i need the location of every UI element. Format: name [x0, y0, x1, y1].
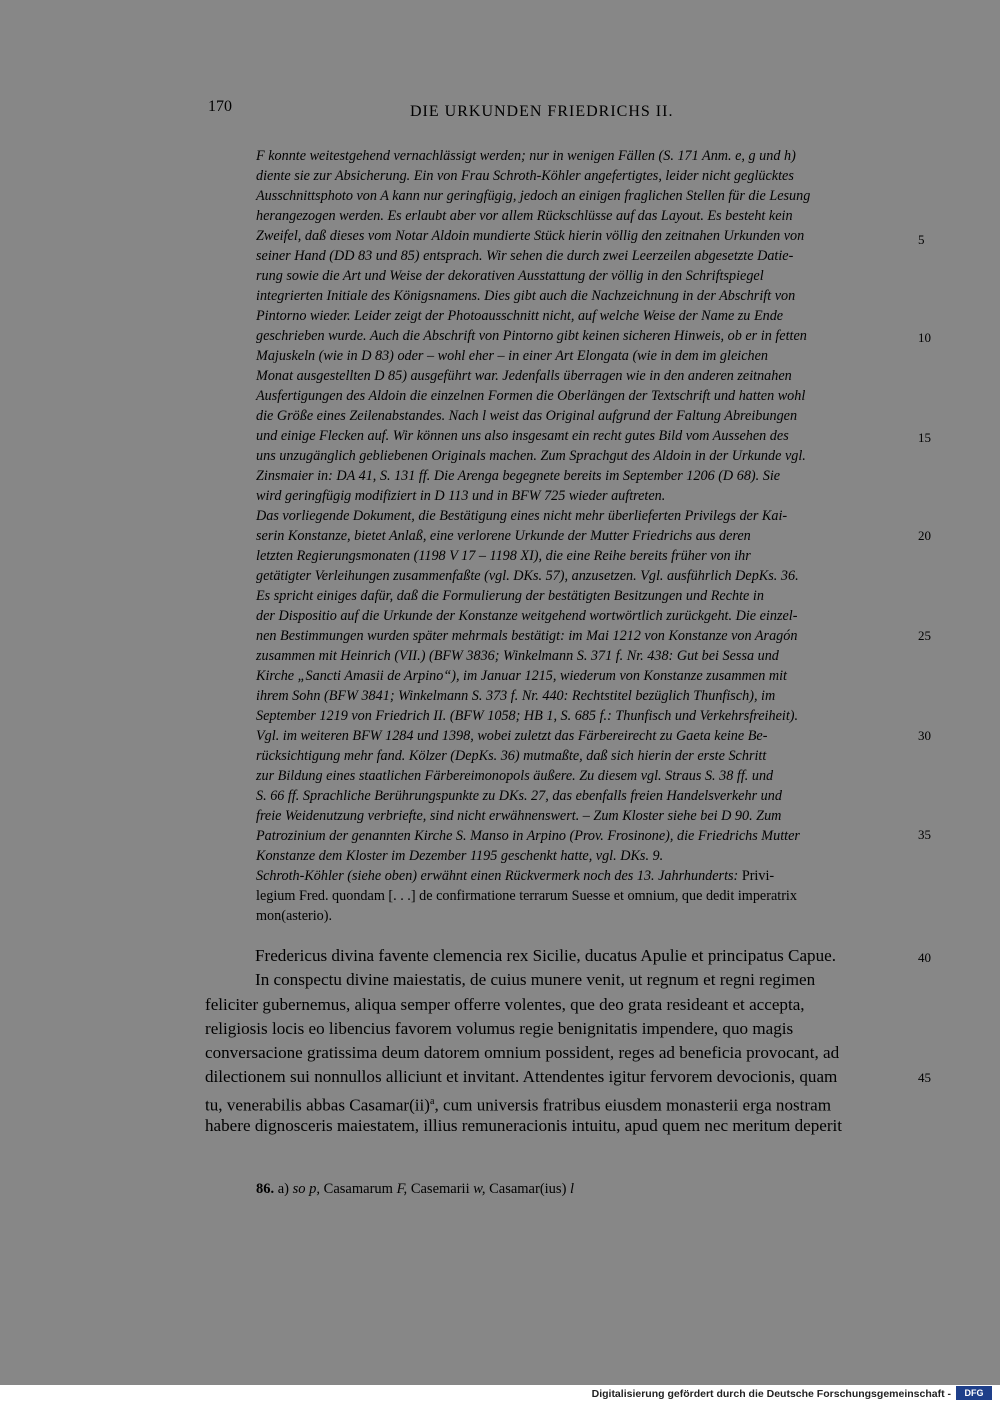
- commentary-line: Vgl. im weiteren BFW 1284 und 1398, wobei zuletzt das Färbereirecht zu Gaeta keine Be-: [256, 728, 768, 744]
- apparatus-siglum: w,: [473, 1181, 486, 1197]
- commentary-roman-part: Privi-: [738, 868, 775, 884]
- commentary-line: serin Konstanze, bietet Anlaß, eine verlorene Urkunde der Mutter Friedrichs aus deren: [256, 528, 751, 544]
- document-line-part: tu, venerabilis abbas Casamar(ii): [205, 1095, 430, 1115]
- commentary-line: rücksichtigung mehr fand. Kölzer (DepKs. 36) mutmaßte, daß sich hierin der erste Schritt: [256, 748, 767, 764]
- commentary-line: Patrozinium der genannten Kirche S. Manso in Arpino (Prov. Frosinone), die Friedrichs Mutter: [256, 828, 800, 844]
- line-number: 45: [918, 1070, 931, 1085]
- apparatus-number: 86.: [256, 1181, 275, 1197]
- running-head: DIE URKUNDEN FRIEDRICHS II.: [410, 103, 674, 120]
- document-line: religiosis locis eo libencius favorem volumus regie benignitatis impendere, quo magis: [205, 1018, 794, 1038]
- commentary-line: geschrieben wurde. Auch die Abschrift von Pintorno gibt keinen sicheren Hinweis, ob er in fetten: [256, 328, 807, 344]
- commentary-line: uns unzugänglich gebliebenen Originals machen. Zum Sprachgut des Aldoin in der Urkunde vgl.: [256, 448, 806, 464]
- document-line: In conspectu divine maiestatis, de cuius munere venit, ut regnum et regni regimen: [255, 970, 816, 990]
- commentary-line: getätigter Verleihungen zusammenfaßte (vgl. DKs. 57), anzusetzen. Vgl. ausführlich DepKs. 36.: [256, 568, 799, 584]
- line-number: 20: [918, 528, 931, 543]
- commentary-line: diente sie zur Absicherung. Ein von Frau Schroth-Köhler angefertigtes, leider nicht geglücktes: [256, 168, 794, 184]
- commentary-line: seiner Hand (DD 83 und 85) entsprach. Wir sehen die durch zwei Leerzeilen abgesetzte Datie-: [256, 248, 794, 264]
- line-number: 10: [918, 330, 931, 345]
- commentary-line: integrierten Initiale des Königsnamens. Dies gibt auch die Nachzeichnung in der Abschrift von: [256, 288, 796, 304]
- commentary-line: herangezogen werden. Es erlaubt aber vor allem Rückschlüsse auf das Layout. Es besteht kein: [256, 208, 793, 224]
- apparatus-siglum: so p,: [292, 1181, 321, 1197]
- commentary-line: letzten Regierungsmonaten (1198 V 17 – 1198 XI), die eine Reihe bereits früher von ihr: [256, 548, 751, 564]
- commentary-line: F konnte weitestgehend vernachlässigt werden; nur in wenigen Fällen (S. 171 Anm. e, g und h): [256, 148, 796, 164]
- commentary-line: nen Bestimmungen wurden später mehrmals bestätigt: im Mai 1212 von Konstanze von Aragón: [256, 628, 798, 644]
- commentary-line: September 1219 von Friedrich II. (BFW 1058; HB 1, S. 685 f.: Thunfisch und Verkehrsfreiheit).: [256, 708, 799, 724]
- apparatus-siglum: F,: [396, 1181, 408, 1197]
- apparatus-reading: Casemarii: [407, 1181, 474, 1197]
- page-number: 170: [208, 98, 232, 115]
- line-number: 35: [918, 827, 931, 842]
- commentary-line: rung sowie die Art und Weise der dekorativen Ausstattung der völlig in den Schriftspiegel: [256, 268, 764, 284]
- document-line: conversacione gratissima deum datorem omnium possident, reges ad beneficia provocant, ad: [205, 1043, 840, 1063]
- footnote-marker: a: [430, 1095, 435, 1107]
- commentary-line: Majuskeln (wie in D 83) oder – wohl eher – in einer Art Elongata (wie in dem im gleichen: [256, 348, 768, 364]
- apparatus-label: a): [274, 1181, 293, 1197]
- line-number: 25: [918, 628, 931, 643]
- commentary-line: Zweifel, daß dieses vom Notar Aldoin mundierte Stück hierin völlig den zeitnahen Urkunden von: [256, 228, 805, 244]
- commentary-line: Ausschnittsphoto von A kann nur geringfügig, jedoch an einigen fraglichen Stellen für die Lesung: [256, 188, 811, 204]
- line-number: 5: [918, 232, 925, 247]
- line-number: 15: [918, 430, 931, 445]
- commentary-line: der Dispositio auf die Urkunde der Konstanze weitgehend wortwörtlich zurückgeht. Die einzel-: [256, 608, 798, 624]
- dfg-logo: DFG: [956, 1386, 992, 1400]
- commentary-line-roman: legium Fred. quondam [. . .] de confirmatione terrarum Suesse et omnium, que dedit imperatrix: [256, 888, 797, 904]
- document-intitulatio: Fredericus divina favente clemencia rex Sicilie, ducatus Apulie et principatus Capue.: [255, 946, 836, 965]
- commentary-block: [256, 146, 898, 926]
- commentary-line: Es spricht einiges dafür, daß die Formulierung der bestätigten Besitzungen und Rechte in: [256, 588, 764, 604]
- document-line: habere dignosceris maiestatem, illius remuneracionis intuitu, apud quem nec meritum deperit: [205, 1116, 843, 1136]
- commentary-line-roman: mon(asterio).: [256, 908, 333, 924]
- document-line-part: , cum universis fratribus eiusdem monasterii erga nostram: [434, 1095, 831, 1115]
- commentary-line: und einige Flecken auf. Wir können uns also insgesamt ein recht gutes Bild vom Aussehen des: [256, 428, 789, 444]
- line-number: 30: [918, 728, 931, 743]
- document-text: [205, 944, 898, 1138]
- document-line: feliciter gubernemus, aliqua semper offerre volentes, que deo grata resideant et accepta,: [205, 994, 805, 1014]
- commentary-line: Monat ausgestellten D 85) ausgeführt war. Jedenfalls überragen wie in den anderen zeitnahen: [256, 368, 792, 384]
- line-number: 40: [918, 950, 931, 965]
- commentary-line: Kirche „Sancti Amasii de Arpino“), im Januar 1215, wiederum von Konstanze zusammen mit: [256, 668, 787, 684]
- document-line: [205, 1090, 898, 1114]
- critical-apparatus: [256, 1181, 574, 1198]
- commentary-line: Ausfertigungen des Aldoin die einzelnen Formen die Oberlängen der Textschrift und hatten wohl: [256, 388, 806, 404]
- commentary-line: die Größe eines Zeilenabstandes. Nach l weist das Original aufgrund der Faltung Abreibungen: [256, 408, 798, 424]
- commentary-line: Das vorliegende Dokument, die Bestätigung eines nicht mehr überlieferten Privilegs der Kai-: [256, 508, 788, 524]
- commentary-line: S. 66 ff. Sprachliche Berührungspunkte zu DKs. 27, das ebenfalls freien Handelsverkehr und: [256, 788, 782, 804]
- commentary-line: Konstanze dem Kloster im Dezember 1195 geschenkt hatte, vgl. DKs. 9.: [256, 848, 664, 864]
- commentary-line: ihrem Sohn (BFW 3841; Winkelmann S. 373 f. Nr. 440: Rechtstitel bezüglich Thunfisch), im: [256, 688, 776, 704]
- commentary-line: zur Bildung eines staatlichen Färbereimonopols äußere. Zu diesem vgl. Straus S. 38 ff. und: [256, 768, 774, 784]
- commentary-line: zusammen mit Heinrich (VII.) (BFW 3836; Winkelmann S. 371 f. Nr. 438: Gut bei Sessa und: [256, 648, 779, 664]
- apparatus-reading: Casamarum: [320, 1181, 397, 1197]
- commentary-line: freie Weidenutzung verbriefte, sind nicht erwähnenswert. – Zum Kloster siehe bei D 90. Zum: [256, 808, 782, 824]
- commentary-italic-part: Schroth-Köhler (siehe oben) erwähnt einen Rückvermerk noch des 13. Jahrhunderts:: [256, 868, 739, 884]
- commentary-line: Pintorno wieder. Leider zeigt der Photoausschnitt nicht, auf welche Weise der Name zu Ende: [256, 308, 784, 324]
- apparatus-siglum: l: [570, 1181, 575, 1197]
- apparatus-reading: Casamar(ius): [485, 1181, 571, 1197]
- commentary-line: Zinsmaier in: DA 41, S. 131 ff. Die Arenga begegnete bereits im September 1206 (D 68). Sie: [256, 468, 781, 484]
- funding-credit: Digitalisierung gefördert durch die Deutsche Forschungsgemeinschaft -: [591, 1388, 951, 1400]
- commentary-line-mixed: [256, 866, 898, 886]
- document-line: dilectionem sui nonnullos alliciunt et invitant. Attendentes igitur fervorem devocionis, quam: [205, 1067, 838, 1087]
- commentary-line: wird geringfügig modifiziert in D 113 und in BFW 725 wieder auftreten.: [256, 488, 666, 504]
